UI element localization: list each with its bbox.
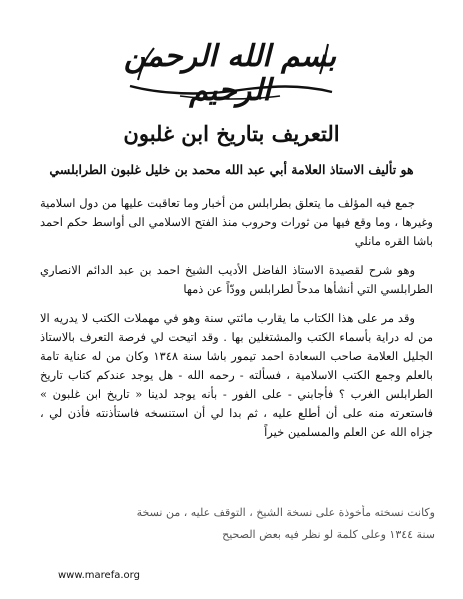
document-subtitle: هو تأليف الاستاذ العلامة أبي عبد الله محمد بن خليل غلبون الطرابلسي bbox=[49, 162, 414, 177]
body-text bbox=[40, 194, 433, 448]
paragraph: وقد مر على هذا الكتاب ما يقارب مائتي سنة وهو في مهملات الكتب لا يدريه الا من له دراية بأسماء الكتب والمشتغلين بها . وقد اتيحت لي فرصة التعرف بالاستاذ الجليل العلامة صاحب السعادة احمد تيمور باشا سنة ١٣٤٨ وكان من له عناية تامة بالعلم وجمع الكتب الاسلامية ، فسألته - رحمه الله - هل يوجد عندكم كتاب تاريخ الطرابلس الغرب ؟ فأجابني - على الفور - بأنه يوجد لدينا « تاريخ ابن غلبون » فاستعرته منه على أن أطلع عليه ، ثم بدا لي أن استنسخه فاستأذنته فأذن لي ، جزاه الله عن العلم والمسلمين خيراً bbox=[40, 311, 434, 439]
site-footer-url: www.marefa.org bbox=[58, 570, 140, 581]
document-title: التعريف بتاريخ ابن غلبون bbox=[123, 121, 340, 146]
faded-text-block bbox=[22, 502, 435, 546]
faded-line: وكانت نسخته مأخوذة على نسخة الشيخ ، التوقف عليه ، من نسخة bbox=[136, 506, 435, 519]
basmala-calligraphy bbox=[120, 34, 340, 108]
paragraph: وهو شرح لقصيدة الاستاذ الفاضل الأديب الشيخ احمد بن عبد الدائم الانصاري الطرابلسي التي أنشأها مدحاً لطرابلس وودّاً عن ذمها bbox=[40, 263, 433, 296]
faded-line: سنة ١٣٤٤ وعلى كلمة لو نظر فيه بعض الصحيح bbox=[222, 528, 435, 541]
paragraph: جمع فيه المؤلف ما يتعلق بطرابلس من أخبار وما تعاقبت عليها من دول اسلامية وغيرها ، وما وقع فيها من ثورات وحروب منذ الفتح الاسلامي الى أواسط حكم احمد باشا القره مانلي bbox=[40, 196, 433, 248]
basmala-text: بسم الله الرحمن الرحيم bbox=[123, 39, 337, 108]
